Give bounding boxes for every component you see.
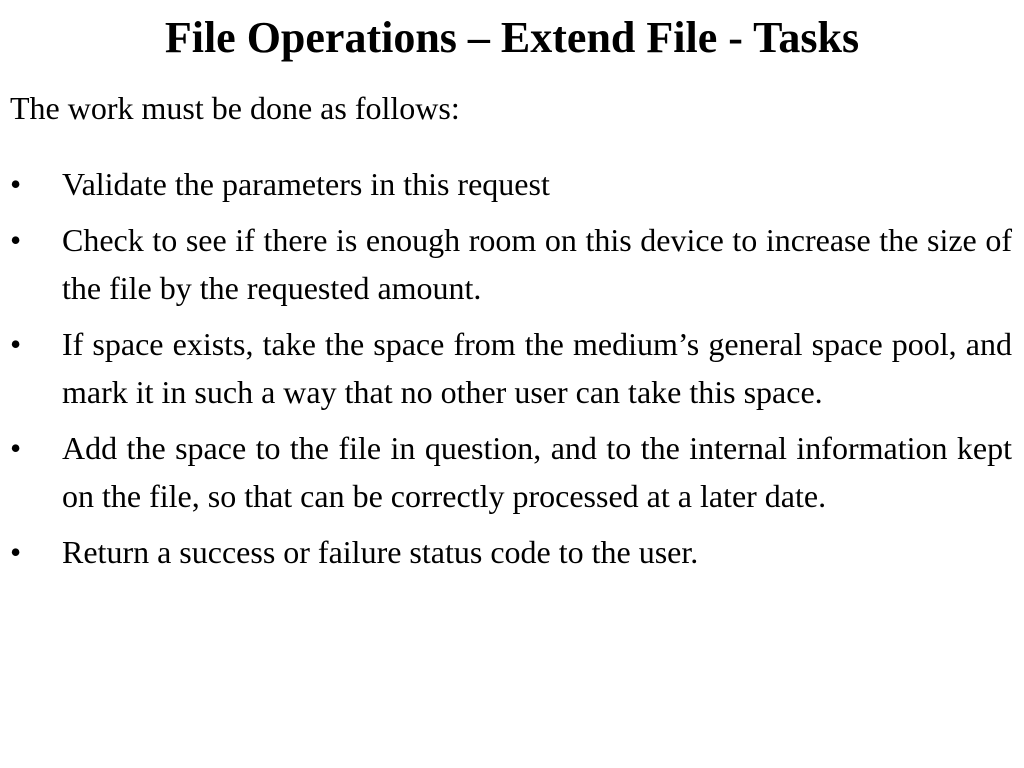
bullet-item xyxy=(0,528,1024,576)
bullet-marker-icon: • xyxy=(10,534,22,570)
bullet-text: Check to see if there is enough room on this device to increase the size of the file by the requested amount. xyxy=(62,222,1012,306)
bullet-list xyxy=(0,160,1024,576)
bullet-item xyxy=(0,320,1024,416)
bullet-marker-icon: • xyxy=(10,430,22,466)
intro-text: The work must be done as follows: xyxy=(10,90,460,126)
bullet-text: Return a success or failure status code to the user. xyxy=(62,534,699,570)
bullet-text: Add the space to the file in question, and to the internal information kept on the file, so that can be correctly processed at a later date. xyxy=(62,430,1012,514)
slide-title: File Operations – Extend File - Tasks xyxy=(164,13,860,62)
bullet-item xyxy=(0,424,1024,520)
bullet-marker-icon: • xyxy=(10,326,22,362)
bullet-marker-icon: • xyxy=(10,166,22,202)
bullet-text: Validate the parameters in this request xyxy=(62,166,550,202)
bullet-item xyxy=(0,216,1024,312)
bullet-item xyxy=(0,160,1024,208)
bullet-marker-icon: • xyxy=(10,222,22,258)
bullet-text: If space exists, take the space from the medium’s general space pool, and mark it in such a way that no other user can take this space. xyxy=(62,326,1012,410)
